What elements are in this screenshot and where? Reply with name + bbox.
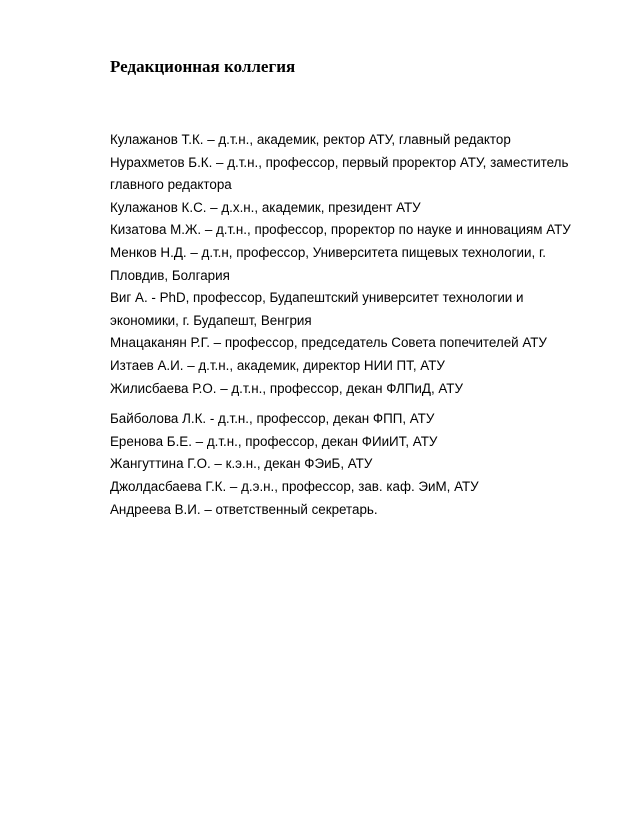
list-item-member: Мнацаканян Р.Г. – профессор, председатель Совета попечителей АТУ: [110, 335, 547, 351]
list-item-member: Виг А. - PhD, профессор, Будапештский университет технологии и экономики, г. Будапешт, Венгрия: [110, 290, 524, 328]
editorial-board-list: [110, 129, 580, 521]
list-item-member: Кулажанов К.С. – д.х.н., академик, президент АТУ: [110, 199, 421, 215]
list-item-member: Кизатова М.Ж. – д.т.н., профессор, проректор по науке и инновациям АТУ: [110, 222, 571, 238]
list-item-member: Жилисбаева Р.О. – д.т.н., профессор, декан ФЛПиД, АТУ: [110, 380, 463, 396]
list-item-member: Кулажанов Т.К. – д.т.н., академик, ректор АТУ, главный редактор: [110, 132, 511, 147]
list-item-member: Изтаев А.И. – д.т.н., академик, директор НИИ ПТ, АТУ: [110, 357, 445, 373]
list-item-member: Байболова Л.К. - д.т.н., профессор, декан ФПП, АТУ: [110, 411, 435, 427]
list-item-member: Еренова Б.Е. – д.т.н., профессор, декан ФИиИТ, АТУ: [110, 433, 438, 449]
page-title: Редакционная коллегия: [110, 57, 296, 76]
list-item-member: Джолдасбаева Г.К. – д.э.н., профессор, зав. каф. ЭиМ, АТУ: [110, 478, 479, 494]
list-item-member: Менков Н.Д. – д.т.н, профессор, Университета пищевых технологии, г. Пловдив, Болгария: [110, 244, 546, 283]
list-item-member: Нурахметов Б.К. – д.т.н., профессор, первый проректор АТУ, заместитель главного редактора: [110, 154, 569, 193]
list-item-member: Жангуттина Г.О. – к.э.н., декан ФЭиБ, АТУ: [110, 456, 373, 472]
list-item-member: Андреева В.И. – ответственный секретарь.: [110, 501, 378, 517]
